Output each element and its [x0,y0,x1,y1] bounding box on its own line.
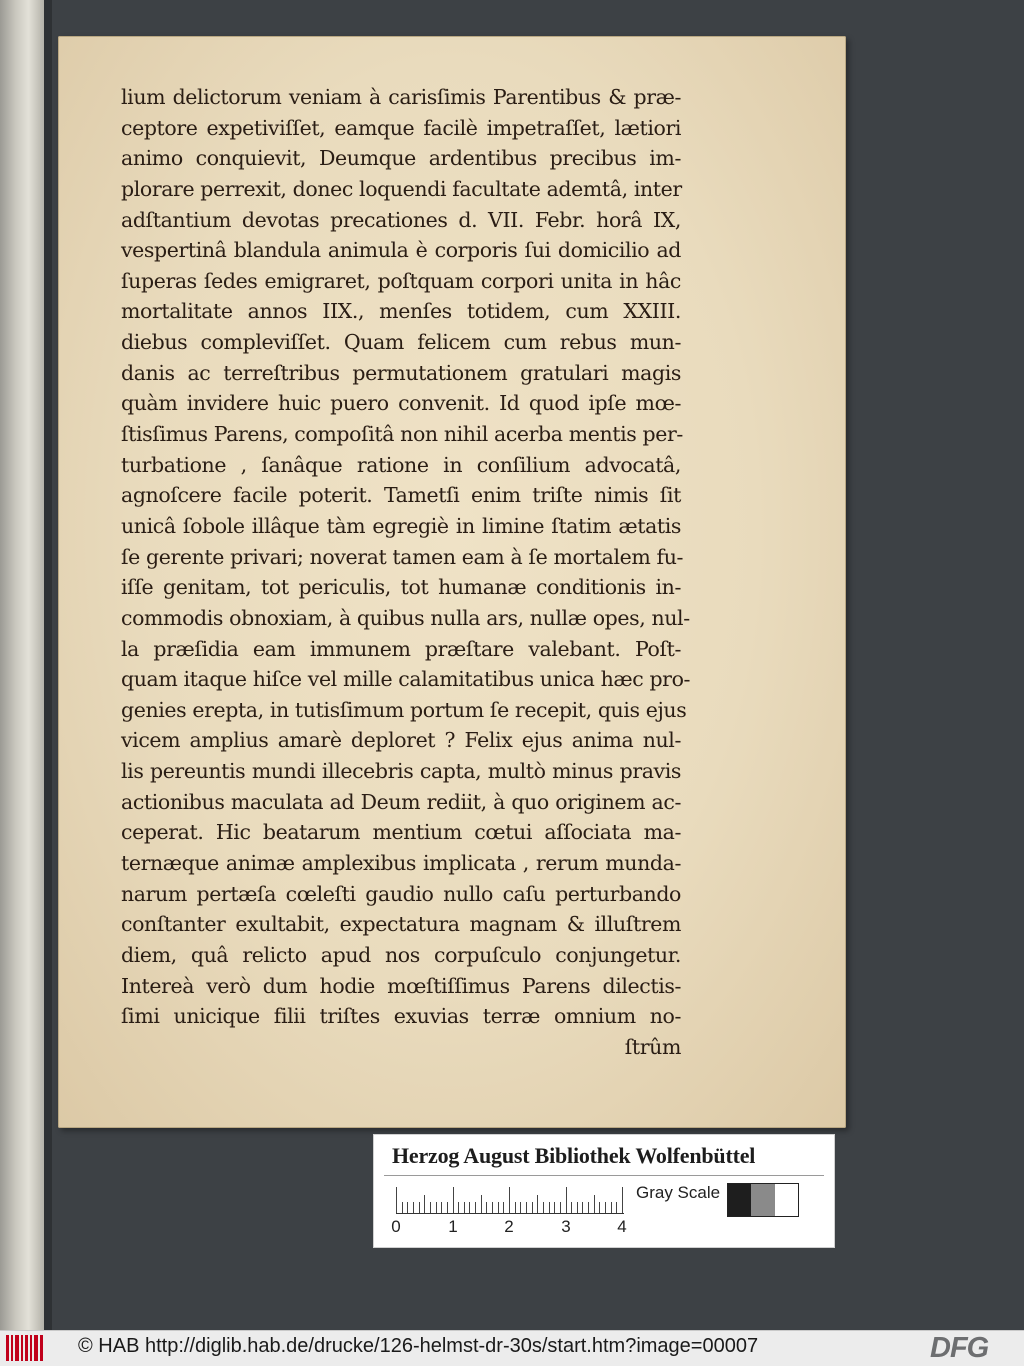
ruler-label: 0 [391,1217,401,1236]
ruler-tick [577,1202,578,1213]
barcode-bar [30,1335,32,1361]
ruler-tick [560,1202,561,1213]
text-line: vicem amplius amarè deploret ? Felix ejus anima nul- [121,728,681,753]
ruler-tick [407,1202,408,1213]
barcode-bar [15,1335,19,1361]
text-line: plorare perrexit, donec loquendi facultate ademtâ, inter [121,176,682,201]
text-line: Intereà verò dum hodie mœſtiſſimus Parens dilectis- [121,973,681,998]
ruler-tick [549,1202,550,1213]
ruler-tick [571,1202,572,1213]
text-line: animo conquievit, Deumque ardentibus precibus im- [121,146,681,171]
text-line: adſtantium devotas precationes d. VII. Febr. horâ IX, [121,207,681,232]
gray-patch [751,1184,774,1216]
ruler-tick [458,1202,459,1213]
ruler-tick [492,1202,493,1213]
ruler-tick [611,1202,612,1213]
barcode-icon [6,1335,46,1361]
ruler-label: 4 [617,1217,627,1236]
text-line: lium delictorum veniam à carisſimis Parentibus & præ- [121,85,681,109]
ruler-tick [599,1202,600,1213]
ruler-tick [436,1202,437,1213]
text-line: ſtisſimus Parens, compoſitâ non nihil acerba mentis per- [121,422,683,447]
gray-patch [775,1184,798,1216]
gray-patch [728,1184,751,1216]
gray-scale-patches [727,1183,799,1217]
footer-bar [0,1330,1024,1366]
barcode-bar [6,1335,9,1361]
barcode-bar [40,1335,43,1361]
text-line: la præſidia eam immunem præſtare valebant. Poſt- [121,636,681,661]
text-line: turbatione , ſanâque ratione in conſilium advocatâ, [121,452,681,477]
ruler-tick [543,1202,544,1213]
text-line: mortalitate annos IIX., menſes totidem, cum XXIII. [121,299,681,324]
ruler-tick [520,1202,521,1213]
text-line: narum pertæſa cœleſti gaudio nullo caſu perturbando [121,881,681,906]
text-line: ſtrûm [624,1034,681,1059]
ruler-tick [588,1202,589,1213]
ruler-tick [537,1195,538,1213]
ruler-tick [402,1202,403,1213]
footer-copyright-link[interactable]: © HAB http://diglib.hab.de/drucke/126-helmst-dr-30s/start.htm?image=00007 [78,1335,759,1357]
ruler-tick [481,1195,482,1213]
text-line: ceperat. Hic beatarum mentium cœtui aſſociata ma- [121,820,681,845]
barcode-bar [11,1335,13,1361]
ruler-tick [498,1202,499,1213]
ruler-tick [453,1187,454,1213]
text-line: ceptore expetiviſſet, eamque facilè impetraſſet, lætiori [121,115,681,140]
ruler-tick [419,1202,420,1213]
ruler-label: 1 [448,1217,458,1236]
text-line: quàm invidere huic puero convenit. Id quod ipſe mœ- [121,391,681,416]
text-line: genies erepta, in tutisſimum portum ſe recepit, quis ejus [121,697,687,722]
ruler-tick [594,1195,595,1213]
text-line: agnoſcere facile poterit. Tametſi enim triſte nimis ſit [121,483,681,508]
ruler-tick [396,1187,397,1213]
ruler-tick [582,1202,583,1213]
ruler-tick [622,1187,623,1213]
ruler-tick [526,1202,527,1213]
barcode-bar [25,1335,28,1361]
ruler-tick [430,1202,431,1213]
ruler-tick [616,1202,617,1213]
ruler-label: 2 [504,1217,514,1236]
dfg-logo: DFG [930,1332,989,1364]
ruler-tick [469,1202,470,1213]
ruler-tick [447,1202,448,1213]
text-line: actionibus maculata ad Deum rediit, à quo originem ac- [121,789,681,814]
text-line: ſuperas ſedes emigraret, poſtquam corpori unita in hâc [121,268,681,293]
gray-scale-label: Gray Scale [636,1183,721,1202]
text-line: diebus compleviſſet. Quam felicem cum rebus mun- [121,330,681,355]
ruler-tick [566,1187,567,1213]
ruler-tick [554,1202,555,1213]
text-line: ſe gerente privari; noverat tamen eam à ſe mortalem fu- [121,544,684,569]
barcode-bar [21,1335,23,1361]
binding-shadow [44,0,52,1330]
ruler-tick [532,1202,533,1213]
ruler-tick [486,1202,487,1213]
card-title: Herzog August Bibliothek Wolfenbüttel [392,1143,756,1168]
barcode-bar [34,1335,38,1361]
text-line: vespertinâ blandula animula è corporis ſui domicilio ad [121,238,681,263]
text-line: quam itaque hiſce vel mille calamitatibus unica hæc pro- [121,667,691,692]
text-line: danis ac terreſtribus permutationem gratulari magis [121,360,681,385]
ruler-tick [475,1202,476,1213]
scale-ruler [396,1183,624,1214]
ruler-tick [413,1202,414,1213]
ruler-tick [605,1202,606,1213]
ruler-tick [515,1202,516,1213]
text-line: lis pereuntis mundi illecebris capta, multò minus pravis [121,759,681,784]
page-text [121,82,691,1063]
text-line: conſtanter exultabit, expectatura magnam & illuſtrem [121,912,681,937]
text-line: ſimi unicique filii triſtes exuvias terræ omnium no- [121,1004,681,1029]
ruler-tick [424,1195,425,1213]
ruler-label: 3 [561,1217,571,1236]
text-line: iſſe genitam, tot periculis, tot humanæ conditionis in- [121,575,681,600]
ruler-tick [464,1202,465,1213]
ruler-tick [503,1202,504,1213]
card-divider [384,1175,824,1176]
text-line: diem, quâ relicto apud nos corpuſculo conjungetur. [121,942,681,967]
ruler-tick [509,1187,510,1213]
text-line: unicâ ſobole illâque tàm egregiè in limine ſtatim ætatis [121,513,681,538]
ruler-tick [441,1202,442,1213]
text-line: commodis obnoxiam, à quibus nulla ars, nullæ opes, nul- [121,605,690,630]
text-line: ternæque animæ amplexibus implicata , rerum munda- [121,851,681,876]
color-reference-card [373,1134,835,1248]
